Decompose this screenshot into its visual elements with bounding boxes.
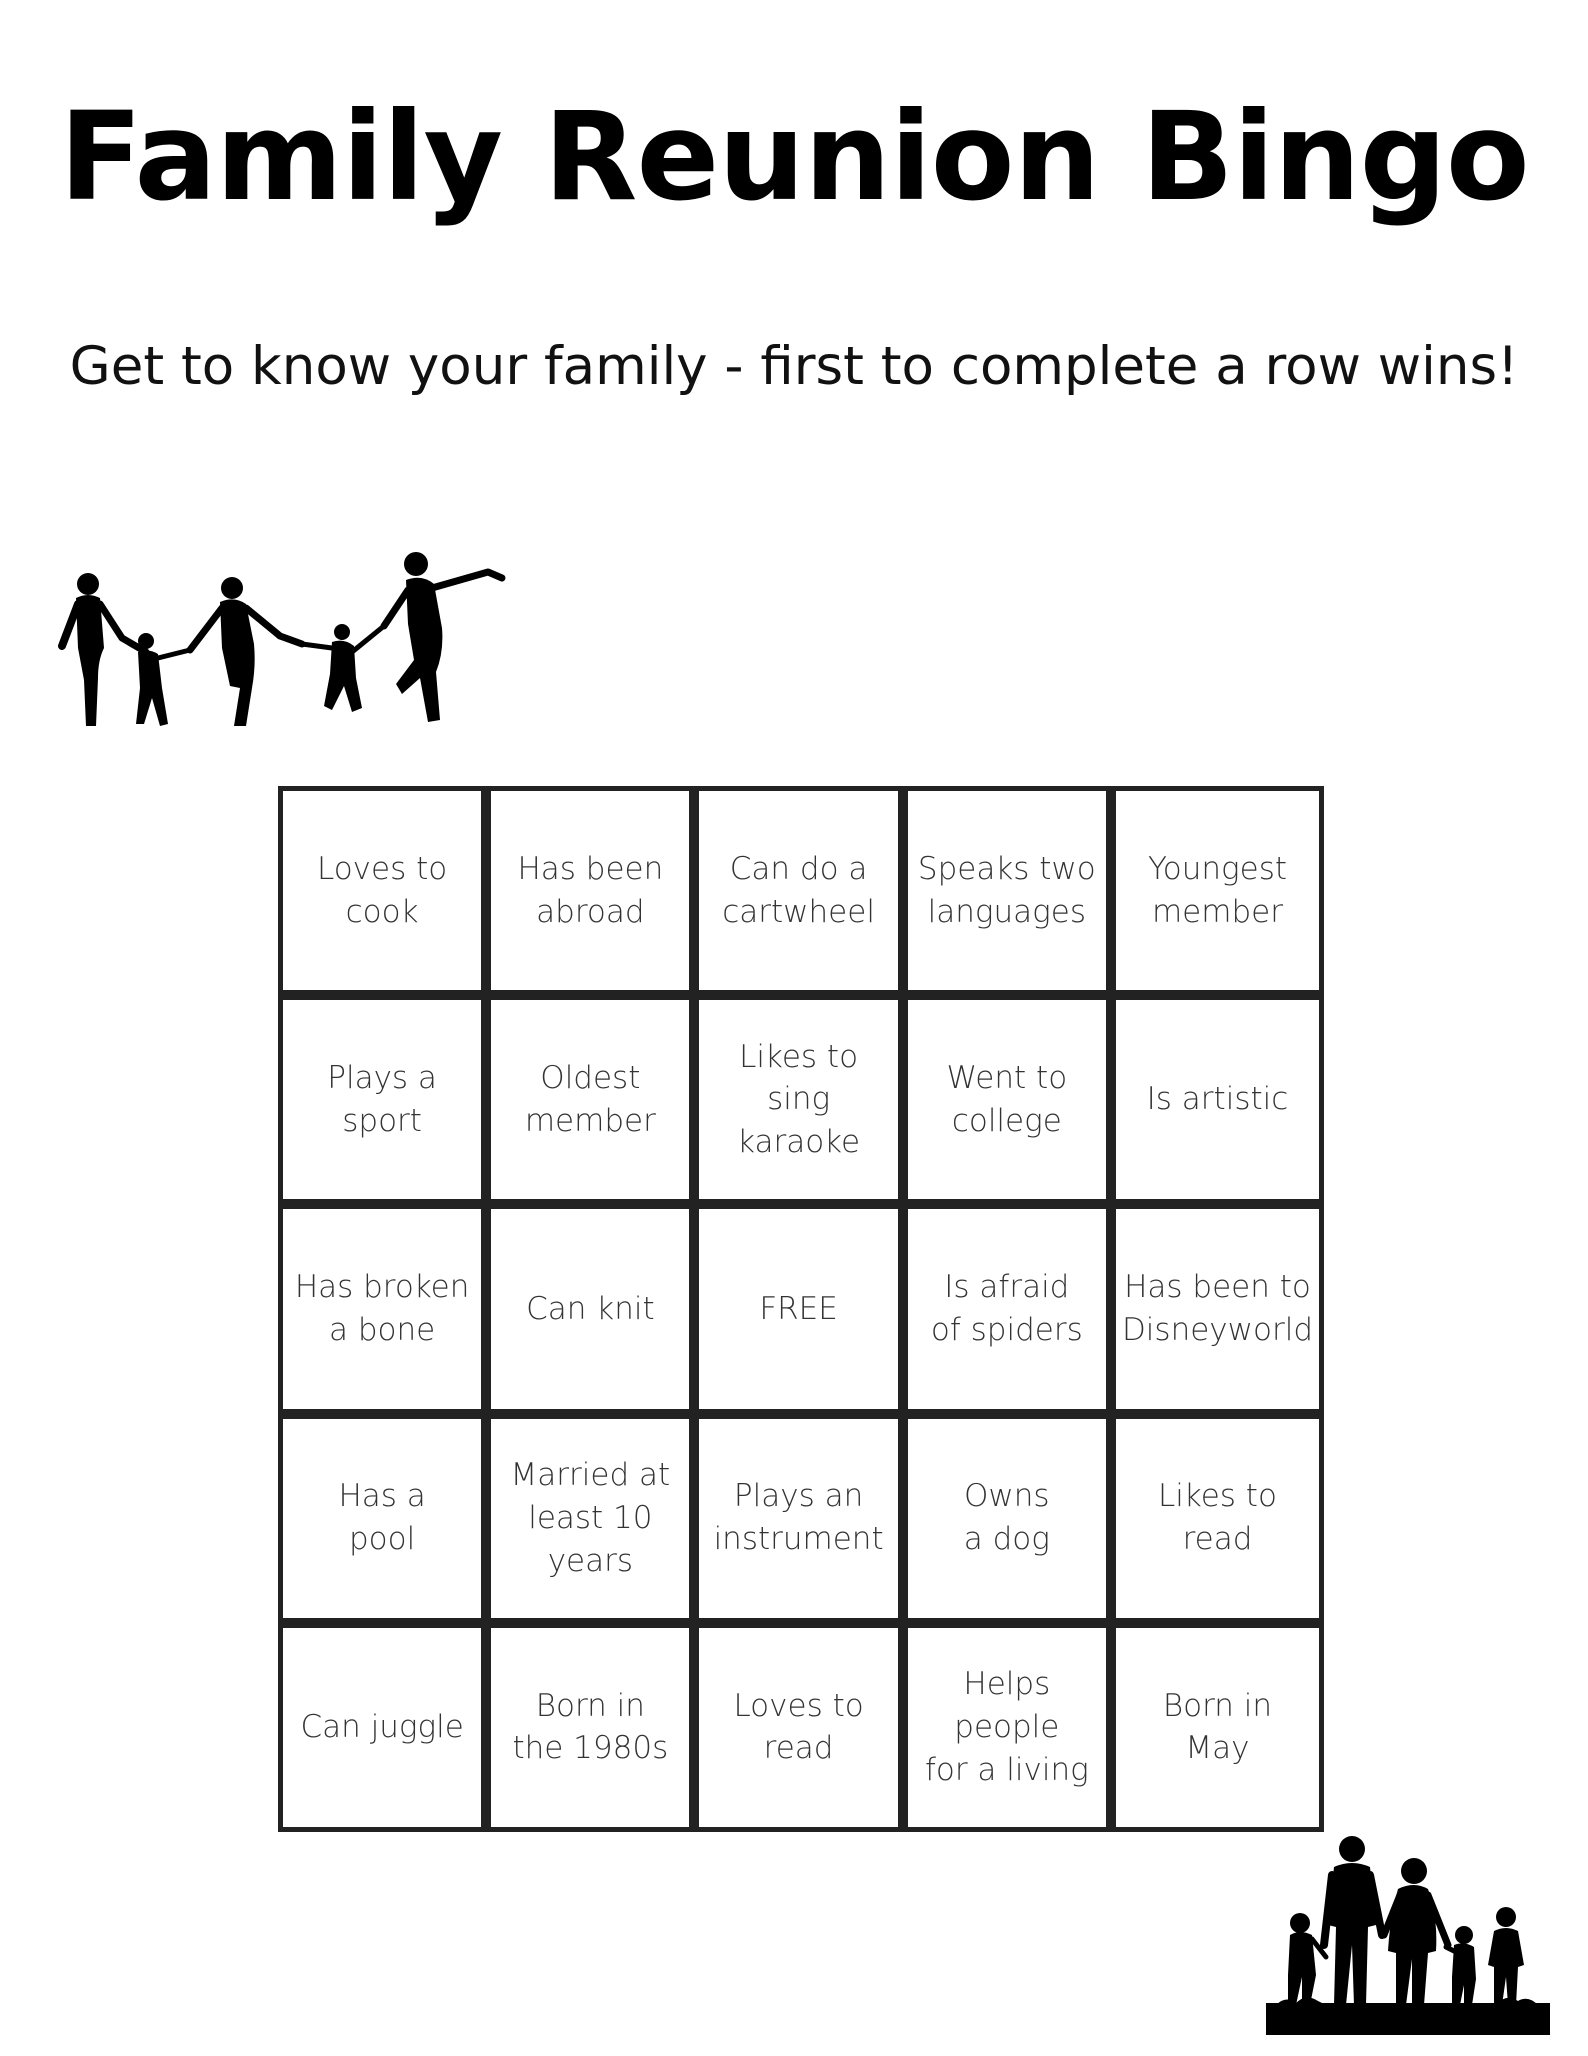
bingo-cell[interactable] [1116,1209,1319,1408]
bingo-cell[interactable] [283,791,481,990]
bingo-cell-label: Likes to read [1158,1478,1277,1558]
bingo-cell-label: Helps people for a living [924,1666,1089,1788]
bingo-cell-label: Has broken a bone [294,1269,470,1348]
bingo-cell-label: Has been to Disneyworld [1121,1269,1313,1348]
bingo-cell[interactable] [908,1628,1106,1827]
bingo-cell[interactable] [1116,1628,1319,1827]
bingo-cell[interactable] [283,1000,481,1199]
family-walking-silhouette-icon [1266,1835,1550,2035]
bingo-cell-label: Born in May [1162,1687,1273,1767]
bingo-cell-label: Can do a cartwheel [722,850,875,930]
bingo-cell[interactable] [283,1419,481,1618]
bingo-cell[interactable] [908,1209,1106,1408]
bingo-cell[interactable] [1116,1000,1319,1199]
bingo-cell[interactable] [699,791,897,990]
bingo-cell-label: Went to college [946,1060,1068,1139]
bingo-cell[interactable] [491,1628,689,1827]
bingo-cell-label: Loves to read [733,1687,864,1767]
bingo-cell[interactable] [283,1209,481,1408]
bingo-cell-label: Is afraid of spiders [930,1269,1083,1348]
bingo-cell-label: Has been abroad [517,850,664,930]
bingo-cell[interactable] [491,1209,689,1408]
bingo-cell[interactable] [908,1419,1106,1618]
bingo-cell-label: Plays an instrument [713,1478,884,1558]
bingo-cell-label: Plays a sport [327,1060,437,1139]
bingo-cell-label: Married at least 10 years [510,1457,671,1579]
bingo-cell[interactable] [1116,791,1319,990]
bingo-cell-label: Oldest member [524,1060,656,1139]
bingo-cell[interactable] [908,791,1106,990]
bingo-cell-label: Youngest member [1147,850,1287,930]
bingo-cell-label: Is artistic [1146,1081,1289,1118]
bingo-cell[interactable] [699,1419,897,1618]
bingo-cell[interactable] [908,1000,1106,1199]
bingo-cell[interactable] [491,1419,689,1618]
bingo-cell-label: Born in the 1980s [512,1687,669,1767]
bingo-cell-label: Has a pool [338,1478,426,1558]
bingo-cell[interactable] [699,1628,897,1827]
bingo-cell-label: Likes to sing karaoke [737,1038,861,1161]
bingo-cell-label: Speaks two languages [917,850,1096,930]
bingo-cell[interactable] [491,1000,689,1199]
bingo-cell-label: Can juggle [300,1709,464,1745]
bingo-cell-label: Can knit [526,1290,655,1327]
page-subtitle: Get to know your family - first to complete a row wins! [69,336,1519,397]
family-holding-hands-silhouette-icon [40,548,520,728]
bingo-cell[interactable] [283,1628,481,1827]
bingo-cell[interactable] [491,791,689,990]
bingo-grid [278,786,1324,1832]
bingo-cell-label: Loves to cook [316,850,448,930]
bingo-free-cell[interactable] [699,1209,897,1408]
bingo-cell-label: Owns a dog [963,1478,1050,1558]
bingo-cell[interactable] [1116,1419,1319,1618]
page-title: Family Reunion Bingo [59,86,1529,228]
bingo-cell[interactable] [699,1000,897,1199]
bingo-cell-label: FREE [759,1290,838,1327]
